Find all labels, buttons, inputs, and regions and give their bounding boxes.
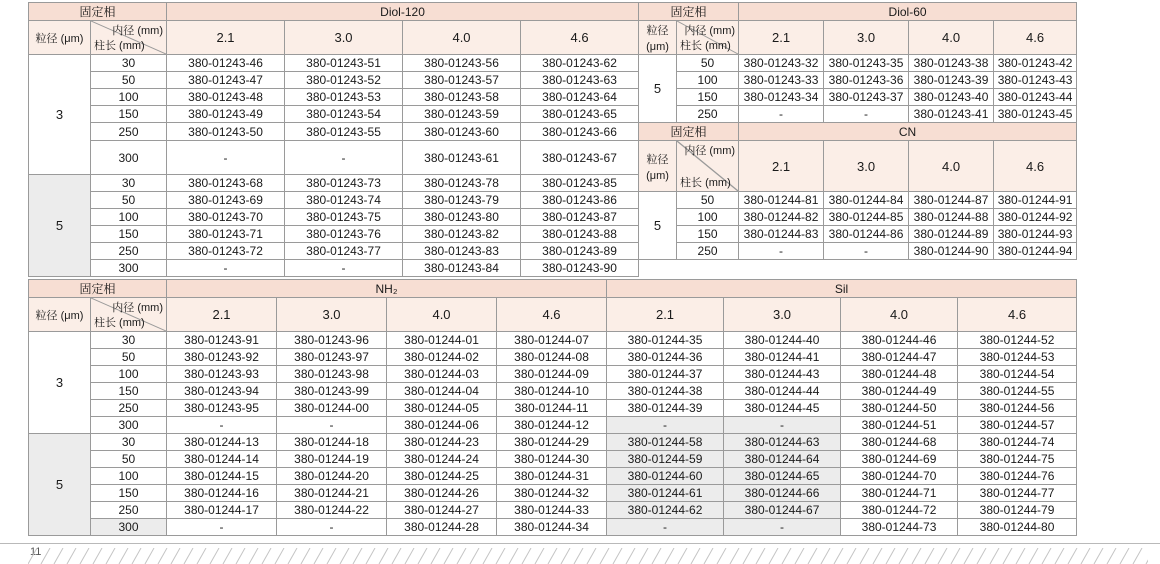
part-number: 380-01244-61	[607, 485, 724, 502]
part-number: 380-01244-01	[387, 332, 497, 349]
part-number: 380-01244-33	[497, 502, 607, 519]
part-number: 380-01243-68	[167, 175, 285, 192]
length-cell: 100	[91, 209, 167, 226]
footer-divider	[0, 543, 1160, 544]
spacer	[994, 260, 1077, 277]
particle-3-bottom: 3	[29, 332, 91, 434]
diag-header-right	[677, 21, 739, 55]
top-phase-header-row	[29, 3, 1077, 21]
part-number: -	[167, 141, 285, 175]
table-row	[29, 468, 1077, 485]
brand-sil: Sil	[607, 280, 1077, 298]
part-number: 380-01244-06	[387, 417, 497, 434]
part-number: 380-01243-64	[521, 89, 639, 106]
part-number: 380-01243-44	[994, 89, 1077, 106]
brand-diol60: Diol-60	[739, 3, 1077, 21]
table-row	[29, 209, 1077, 226]
table-row	[29, 519, 1077, 536]
part-number: 380-01243-72	[167, 243, 285, 260]
part-number: 380-01244-83	[739, 226, 824, 243]
table-row	[29, 332, 1077, 349]
table-row	[29, 417, 1077, 434]
part-number: 380-01243-67	[521, 141, 639, 175]
brand-nh2: NH₂	[167, 280, 607, 298]
part-number: 380-01244-32	[497, 485, 607, 502]
part-number: 380-01243-65	[521, 106, 639, 123]
id-col-2.1-left: 2.1	[167, 21, 285, 55]
id-col-4.0-nh2: 4.0	[387, 298, 497, 332]
part-number: 380-01244-64	[724, 451, 841, 468]
table-row	[29, 141, 1077, 175]
length-cell: 250	[91, 400, 167, 417]
spacer	[739, 260, 824, 277]
length-cell: 100	[91, 468, 167, 485]
part-number: 380-01244-04	[387, 383, 497, 400]
part-number: 380-01244-43	[724, 366, 841, 383]
part-number: 380-01243-83	[403, 243, 521, 260]
length-cell: 300	[91, 519, 167, 536]
part-number: 380-01244-09	[497, 366, 607, 383]
part-number: 380-01243-92	[167, 349, 277, 366]
part-number: 380-01244-17	[167, 502, 277, 519]
particle-5-left: 5	[29, 175, 91, 277]
particle-size-label-left: 粒径 (μm)	[29, 21, 91, 55]
part-number: 380-01244-40	[724, 332, 841, 349]
part-number: 380-01244-63	[724, 434, 841, 451]
part-number: 380-01244-52	[958, 332, 1077, 349]
part-number: 380-01244-31	[497, 468, 607, 485]
part-number: 380-01243-77	[285, 243, 403, 260]
id-col-3.0-cn: 3.0	[824, 141, 909, 192]
part-number: 380-01244-41	[724, 349, 841, 366]
part-number: 380-01243-93	[167, 366, 277, 383]
part-number: 380-01243-52	[285, 72, 403, 89]
part-number: 380-01243-36	[824, 72, 909, 89]
part-number: 380-01243-50	[167, 123, 285, 141]
column-length-label-left: 柱长 (mm)	[94, 40, 145, 52]
part-number: 380-01243-43	[994, 72, 1077, 89]
top-section-table	[28, 2, 1077, 277]
part-number: 380-01243-60	[403, 123, 521, 141]
part-number: 380-01243-40	[909, 89, 994, 106]
length-cell: 300	[91, 260, 167, 277]
inner-diameter-label-cn: 内径 (mm)	[684, 145, 736, 157]
bottom-phase-header-row	[29, 280, 1077, 298]
part-number: 380-01244-24	[387, 451, 497, 468]
part-number: 380-01244-44	[724, 383, 841, 400]
id-col-4.0-sil: 4.0	[841, 298, 958, 332]
length-cell: 250	[91, 502, 167, 519]
length-cell: 300	[91, 417, 167, 434]
part-number: 380-01244-26	[387, 485, 497, 502]
table-row	[29, 243, 1077, 260]
part-number: 380-01244-27	[387, 502, 497, 519]
part-number: 380-01244-58	[607, 434, 724, 451]
part-number: 380-01244-94	[994, 243, 1077, 260]
part-number: 380-01244-22	[277, 502, 387, 519]
length-cell: 50	[91, 349, 167, 366]
part-number: 380-01244-46	[841, 332, 958, 349]
part-number: 380-01243-86	[521, 192, 639, 209]
part-number: 380-01244-05	[387, 400, 497, 417]
particle-5-bottom: 5	[29, 434, 91, 536]
inner-diameter-label-right: 内径 (mm)	[684, 25, 736, 37]
part-number: 380-01243-32	[739, 55, 824, 72]
table-row	[29, 349, 1077, 366]
part-number: 380-01244-10	[497, 383, 607, 400]
part-number: 380-01244-69	[841, 451, 958, 468]
part-number: 380-01243-45	[994, 106, 1077, 123]
part-number: 380-01243-53	[285, 89, 403, 106]
spacer	[677, 260, 739, 277]
part-number: 380-01243-91	[167, 332, 277, 349]
length-cell: 30	[91, 434, 167, 451]
part-number: 380-01244-82	[739, 209, 824, 226]
top-size-header-row	[29, 21, 1077, 55]
part-number: -	[739, 106, 824, 123]
part-number: 380-01244-29	[497, 434, 607, 451]
part-number: 380-01243-39	[909, 72, 994, 89]
part-number: 380-01244-73	[841, 519, 958, 536]
id-col-4.6-cn: 4.6	[994, 141, 1077, 192]
table-row	[29, 366, 1077, 383]
part-number: 380-01243-59	[403, 106, 521, 123]
part-number: 380-01243-33	[739, 72, 824, 89]
part-number: 380-01244-86	[824, 226, 909, 243]
length-cell: 50	[677, 192, 739, 209]
length-cell: 150	[91, 226, 167, 243]
table-row	[29, 400, 1077, 417]
part-number: -	[824, 243, 909, 260]
part-number: 380-01244-77	[958, 485, 1077, 502]
id-col-2.1-right: 2.1	[739, 21, 824, 55]
part-number: 380-01243-78	[403, 175, 521, 192]
length-cell: 30	[91, 175, 167, 192]
bottom-section-table	[28, 279, 1077, 536]
part-number: 380-01244-51	[841, 417, 958, 434]
part-number: 380-01244-18	[277, 434, 387, 451]
table-row	[29, 55, 1077, 72]
part-number: 380-01243-71	[167, 226, 285, 243]
particle-size-label-bottom: 粒径 (μm)	[29, 298, 91, 332]
brand-diol120: Diol-120	[167, 3, 639, 21]
part-number: 380-01244-60	[607, 468, 724, 485]
part-number: -	[285, 141, 403, 175]
part-number: 380-01244-75	[958, 451, 1077, 468]
part-number: 380-01244-68	[841, 434, 958, 451]
table-row	[29, 434, 1077, 451]
length-cell: 50	[91, 451, 167, 468]
stationary-phase-label-cn: 固定相	[639, 123, 739, 141]
part-number: 380-01244-15	[167, 468, 277, 485]
column-length-label-right: 柱长 (mm)	[680, 40, 731, 52]
part-number: 380-01244-08	[497, 349, 607, 366]
part-number: 380-01243-42	[994, 55, 1077, 72]
part-number: 380-01243-95	[167, 400, 277, 417]
id-col-4.6-left: 4.6	[521, 21, 639, 55]
part-number: 380-01243-37	[824, 89, 909, 106]
part-number: 380-01243-99	[277, 383, 387, 400]
part-number: 380-01243-38	[909, 55, 994, 72]
part-number: 380-01244-07	[497, 332, 607, 349]
part-number: 380-01243-75	[285, 209, 403, 226]
id-col-4.0-right: 4.0	[909, 21, 994, 55]
spacer	[639, 260, 677, 277]
length-cell: 50	[91, 192, 167, 209]
table-row	[29, 451, 1077, 468]
part-number: 380-01243-87	[521, 209, 639, 226]
id-col-4.0-left: 4.0	[403, 21, 521, 55]
part-number: -	[277, 417, 387, 434]
part-number: 380-01243-73	[285, 175, 403, 192]
part-number: 380-01244-72	[841, 502, 958, 519]
table-row	[29, 485, 1077, 502]
part-number: 380-01244-90	[909, 243, 994, 260]
part-number: 380-01244-20	[277, 468, 387, 485]
part-number: 380-01244-91	[994, 192, 1077, 209]
length-cell: 300	[91, 141, 167, 175]
part-number: 380-01243-88	[521, 226, 639, 243]
part-number: 380-01244-14	[167, 451, 277, 468]
part-number: -	[277, 519, 387, 536]
id-col-3.0-sil: 3.0	[724, 298, 841, 332]
length-cell: 250	[677, 243, 739, 260]
part-number: 380-01244-02	[387, 349, 497, 366]
part-number: 380-01243-82	[403, 226, 521, 243]
diag-header-cn	[677, 141, 739, 192]
length-cell: 50	[677, 55, 739, 72]
part-number: 380-01244-76	[958, 468, 1077, 485]
part-number: 380-01243-46	[167, 55, 285, 72]
stationary-phase-label-bottom: 固定相	[29, 280, 167, 298]
part-number: 380-01244-57	[958, 417, 1077, 434]
length-cell: 150	[91, 106, 167, 123]
diag-header-bottom	[91, 298, 167, 332]
part-number: 380-01243-35	[824, 55, 909, 72]
table-row	[29, 383, 1077, 400]
part-number: 380-01244-92	[994, 209, 1077, 226]
length-cell: 250	[677, 106, 739, 123]
bottom-size-header-row	[29, 298, 1077, 332]
diag-header-left	[91, 21, 167, 55]
part-number: 380-01243-96	[277, 332, 387, 349]
part-number: 380-01244-55	[958, 383, 1077, 400]
particle-5-diol60: 5	[639, 55, 677, 123]
part-number: 380-01244-30	[497, 451, 607, 468]
id-col-3.0-right: 3.0	[824, 21, 909, 55]
length-cell: 250	[91, 243, 167, 260]
part-number: 380-01243-70	[167, 209, 285, 226]
part-number: 380-01243-74	[285, 192, 403, 209]
table-row	[29, 89, 1077, 106]
part-number: -	[824, 106, 909, 123]
part-number: 380-01244-89	[909, 226, 994, 243]
part-number: 380-01244-79	[958, 502, 1077, 519]
part-number: 380-01243-63	[521, 72, 639, 89]
length-cell: 250	[91, 123, 167, 141]
part-number: 380-01244-66	[724, 485, 841, 502]
particle-5-cn: 5	[639, 192, 677, 260]
id-col-2.1-nh2: 2.1	[167, 298, 277, 332]
part-number: 380-01244-03	[387, 366, 497, 383]
page-number: 11	[30, 546, 42, 558]
footer-hatch-decoration	[28, 548, 1148, 564]
part-number: 380-01244-19	[277, 451, 387, 468]
id-col-2.1-cn: 2.1	[739, 141, 824, 192]
length-cell: 100	[677, 72, 739, 89]
part-number: -	[607, 519, 724, 536]
particle-size-label-cn: 粒径 (μm)	[639, 141, 677, 192]
part-number: 380-01244-81	[739, 192, 824, 209]
part-number: 380-01244-84	[824, 192, 909, 209]
part-number: 380-01243-41	[909, 106, 994, 123]
id-col-4.6-right: 4.6	[994, 21, 1077, 55]
particle-size-label-right: 粒径 (μm)	[639, 21, 677, 55]
part-number: -	[724, 519, 841, 536]
part-number: 380-01243-76	[285, 226, 403, 243]
table-row	[29, 123, 1077, 141]
part-number: 380-01244-80	[958, 519, 1077, 536]
id-col-4.6-nh2: 4.6	[497, 298, 607, 332]
part-number: 380-01244-13	[167, 434, 277, 451]
length-cell: 150	[91, 383, 167, 400]
column-length-label-cn: 柱长 (mm)	[680, 177, 731, 189]
part-number: 380-01244-12	[497, 417, 607, 434]
part-number: -	[285, 260, 403, 277]
length-cell: 150	[677, 89, 739, 106]
part-number: 380-01243-79	[403, 192, 521, 209]
inner-diameter-label-bottom: 内径 (mm)	[112, 302, 164, 314]
part-number: 380-01244-49	[841, 383, 958, 400]
part-number: 380-01243-47	[167, 72, 285, 89]
id-col-4.6-sil: 4.6	[958, 298, 1077, 332]
stationary-phase-label-right: 固定相	[639, 3, 739, 21]
spacer	[909, 260, 994, 277]
part-number: 380-01244-11	[497, 400, 607, 417]
length-cell: 100	[91, 89, 167, 106]
part-number: 380-01244-87	[909, 192, 994, 209]
length-cell: 50	[91, 72, 167, 89]
table-row	[29, 260, 1077, 277]
length-cell: 150	[677, 226, 739, 243]
part-number: 380-01243-62	[521, 55, 639, 72]
part-number: 380-01243-48	[167, 89, 285, 106]
part-number: 380-01243-58	[403, 89, 521, 106]
part-number: 380-01243-34	[739, 89, 824, 106]
table-row	[29, 72, 1077, 89]
part-number: 380-01244-39	[607, 400, 724, 417]
part-number: 380-01243-98	[277, 366, 387, 383]
part-number: -	[167, 417, 277, 434]
particle-3-left: 3	[29, 55, 91, 175]
part-number: 380-01244-37	[607, 366, 724, 383]
part-number: 380-01243-94	[167, 383, 277, 400]
part-number: 380-01244-28	[387, 519, 497, 536]
id-col-2.1-sil: 2.1	[607, 298, 724, 332]
part-number: 380-01244-71	[841, 485, 958, 502]
id-col-4.0-cn: 4.0	[909, 141, 994, 192]
tables-area	[28, 2, 1076, 536]
length-cell: 30	[91, 55, 167, 72]
part-number: 380-01244-88	[909, 209, 994, 226]
part-number: 380-01244-36	[607, 349, 724, 366]
part-number: 380-01244-93	[994, 226, 1077, 243]
part-number: 380-01244-38	[607, 383, 724, 400]
part-number: 380-01244-21	[277, 485, 387, 502]
part-number: 380-01243-85	[521, 175, 639, 192]
part-number: 380-01244-54	[958, 366, 1077, 383]
part-number: 380-01244-23	[387, 434, 497, 451]
part-number: 380-01243-97	[277, 349, 387, 366]
part-number: 380-01243-90	[521, 260, 639, 277]
part-number: 380-01244-45	[724, 400, 841, 417]
part-number: 380-01244-59	[607, 451, 724, 468]
part-number: 380-01243-69	[167, 192, 285, 209]
id-col-3.0-left: 3.0	[285, 21, 403, 55]
part-number: 380-01243-80	[403, 209, 521, 226]
length-cell: 100	[677, 209, 739, 226]
brand-cn: CN	[739, 123, 1077, 141]
part-number: 380-01244-67	[724, 502, 841, 519]
length-cell: 30	[91, 332, 167, 349]
part-number: -	[739, 243, 824, 260]
part-number: 380-01244-85	[824, 209, 909, 226]
part-number: 380-01243-57	[403, 72, 521, 89]
part-number: -	[167, 260, 285, 277]
part-number: 380-01244-48	[841, 366, 958, 383]
part-number: -	[607, 417, 724, 434]
id-col-3.0-nh2: 3.0	[277, 298, 387, 332]
column-length-label-bottom: 柱长 (mm)	[94, 317, 145, 329]
table-row	[29, 106, 1077, 123]
part-number: 380-01244-74	[958, 434, 1077, 451]
part-number: 380-01244-65	[724, 468, 841, 485]
part-number: 380-01244-70	[841, 468, 958, 485]
part-number: 380-01243-66	[521, 123, 639, 141]
inner-diameter-label-left: 内径 (mm)	[112, 25, 164, 37]
part-number: 380-01244-00	[277, 400, 387, 417]
part-number: 380-01244-62	[607, 502, 724, 519]
part-number: 380-01243-89	[521, 243, 639, 260]
stationary-phase-label-left: 固定相	[29, 3, 167, 21]
part-number: 380-01244-56	[958, 400, 1077, 417]
part-number: 380-01244-16	[167, 485, 277, 502]
part-number: 380-01244-47	[841, 349, 958, 366]
part-number: 380-01244-34	[497, 519, 607, 536]
part-number: 380-01243-49	[167, 106, 285, 123]
part-number: 380-01243-55	[285, 123, 403, 141]
part-number: 380-01243-51	[285, 55, 403, 72]
part-number: 380-01244-25	[387, 468, 497, 485]
length-cell: 150	[91, 485, 167, 502]
table-row	[29, 502, 1077, 519]
part-number: 380-01243-61	[403, 141, 521, 175]
part-number: 380-01243-56	[403, 55, 521, 72]
part-number: 380-01244-50	[841, 400, 958, 417]
part-number: -	[724, 417, 841, 434]
length-cell: 100	[91, 366, 167, 383]
part-number: 380-01244-35	[607, 332, 724, 349]
part-number: 380-01244-53	[958, 349, 1077, 366]
spacer	[824, 260, 909, 277]
table-row	[29, 192, 1077, 209]
table-row	[29, 226, 1077, 243]
part-number: -	[167, 519, 277, 536]
part-number: 380-01243-84	[403, 260, 521, 277]
part-number: 380-01243-54	[285, 106, 403, 123]
